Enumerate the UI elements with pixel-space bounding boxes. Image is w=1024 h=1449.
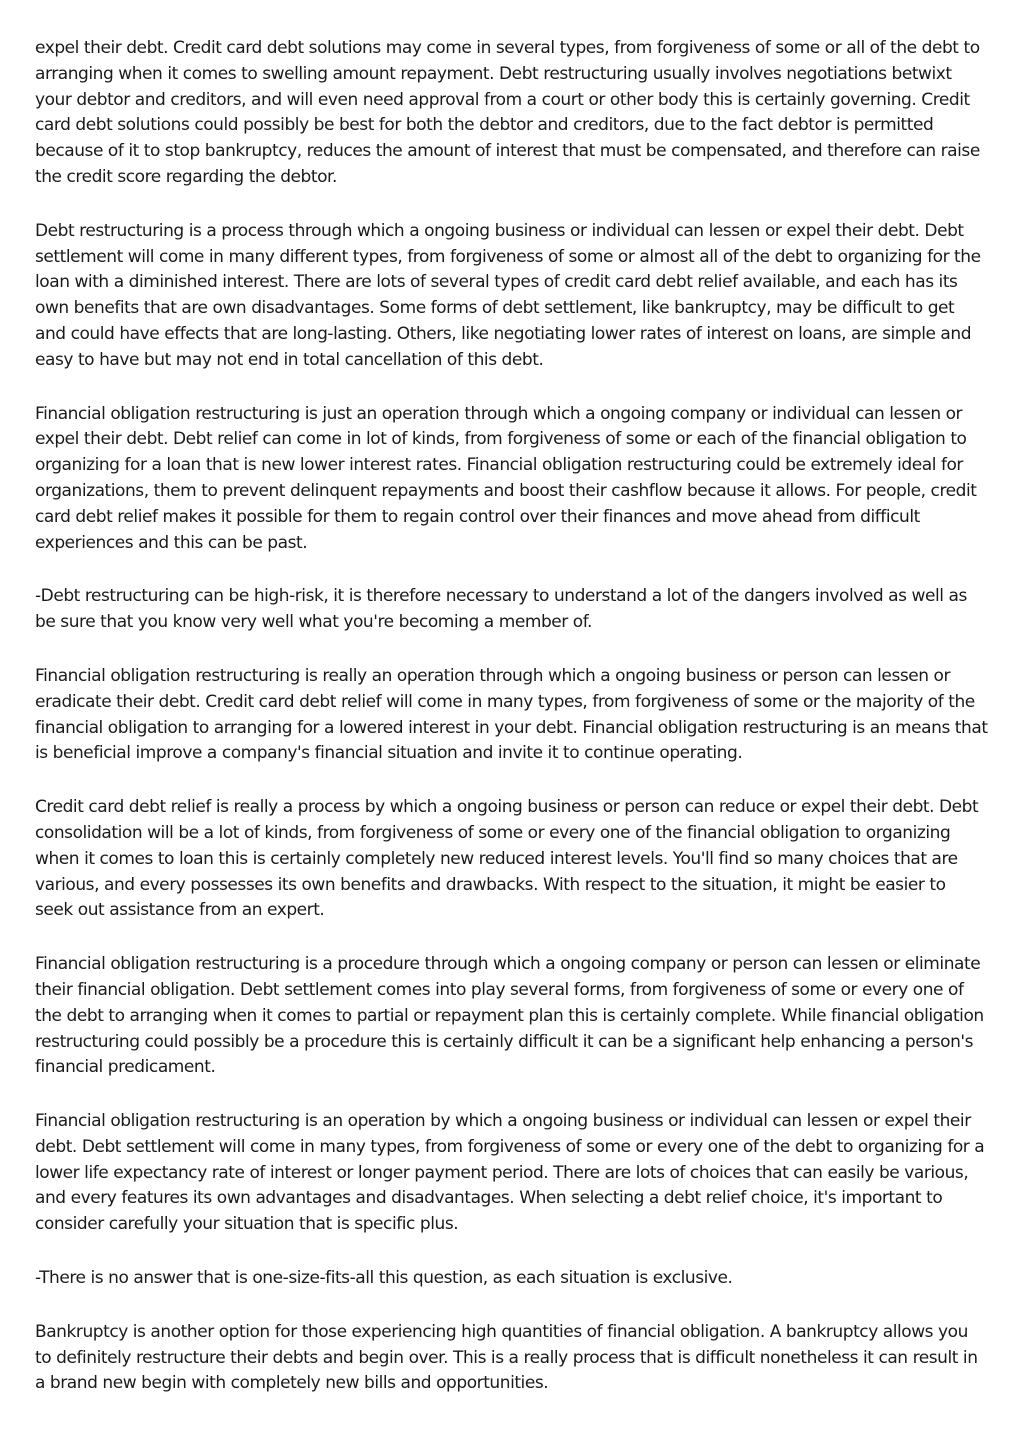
paragraph-1: expel their debt. Credit card debt solutions may come in several types, from forgiveness of some or all of the debt to arranging when it comes to swelling amount repayment. Debt restructuring usually involves negotiations betwixt your debtor and creditors, and will even need approval from a court or other body this is certainly governing. Credit card debt solutions could possibly be best for both the debtor and creditors, due to the fact debtor is permitted because of it to stop bankruptcy, reduces the amount of interest that must be compensated, and therefore can raise the credit score regarding the debtor. — [35, 38, 980, 187]
paragraph-2: Debt restructuring is a process through which a ongoing business or individual can lessen or expel their debt. Debt settlement will come in many different types, from forgiveness of some or almost all of the debt to organizing for the loan with a diminished interest. There are lots of several types of credit card debt relief available, and each has its own benefits that are own disadvantages. Some forms of debt settlement, like bankruptcy, may be difficult to get and could have effects that are long-lasting. Others, like negotiating lower rates of interest on loans, are simple and easy to have but may not end in total cancellation of this debt. — [35, 220, 981, 370]
paragraph-6: Credit card debt relief is really a process by which a ongoing business or person can reduce or expel their debt. Debt consolidation will be a lot of kinds, from forgiveness of some or every one of the financial obligation to organizing when it comes to loan this is certainly completely new reduced interest levels. You'll find so many choices that are various, and every possesses its own benefits and drawbacks. With respect to the situation, it might be easier to seek out assistance from an expert. — [35, 797, 979, 921]
paragraph-7: Financial obligation restructuring is a procedure through which a ongoing company or person can lessen or eliminate their financial obligation. Debt settlement comes into play several forms, from forgiveness of some or every one of the debt to arranging when it comes to partial or repayment plan this is certainly complete. While financial obligation restructuring could possibly be a procedure this is certainly difficult it can be a significant help enhancing a person's financial predicament. — [35, 954, 984, 1078]
paragraph-5: Financial obligation restructuring is really an operation through which a ongoing business or person can lessen or eradicate their debt. Credit card debt relief will come in many types, from forgiveness of some or the majority of the financial obligation to arranging for a lowered interest in your debt. Financial obligation restructuring is an means that is beneficial improve a company's financial situation and invite it to continue operating. — [35, 665, 988, 764]
paragraph-4: -Debt restructuring can be high-risk, it is therefore necessary to understand a lot of the dangers involved as well as be sure that you know very well what you're becoming a member of. — [35, 586, 967, 633]
paragraph-8: Financial obligation restructuring is an operation by which a ongoing business or individual can lessen or expel their debt. Debt settlement will come in many types, from forgiveness of some or every one of the debt to organizing for a lower life expectancy rate of interest or longer payment period. There are lots of choices that can easily be various, and every features its own advantages and disadvantages. When selecting a debt relief choice, it's important to consider carefully your situation that is specific plus. — [35, 1111, 985, 1235]
paragraph-9: -There is no answer that is one-size-fits-all this question, as each situation is exclusive. — [35, 1268, 733, 1289]
paragraph-10: Bankruptcy is another option for those experiencing high quantities of financial obligation. A bankruptcy allows you to definitely restructure their debts and begin over. This is a really process that is difficult nonetheless it can result in a brand new begin with completely new bills and opportunities. — [35, 1321, 978, 1394]
paragraph-3: Financial obligation restructuring is just an operation through which a ongoing company or individual can lessen or expel their debt. Debt relief can come in lot of kinds, from forgiveness of some or each of the financial obligation to organizing for a loan that is new lower interest rates. Financial obligation restructuring could be extremely ideal for organizations, them to prevent delinquent repayments and boost their cashflow because it allows. For people, credit card debt relief makes it possible for them to regain control over their finances and move ahead from difficult experiences and this can be past. — [35, 403, 977, 553]
